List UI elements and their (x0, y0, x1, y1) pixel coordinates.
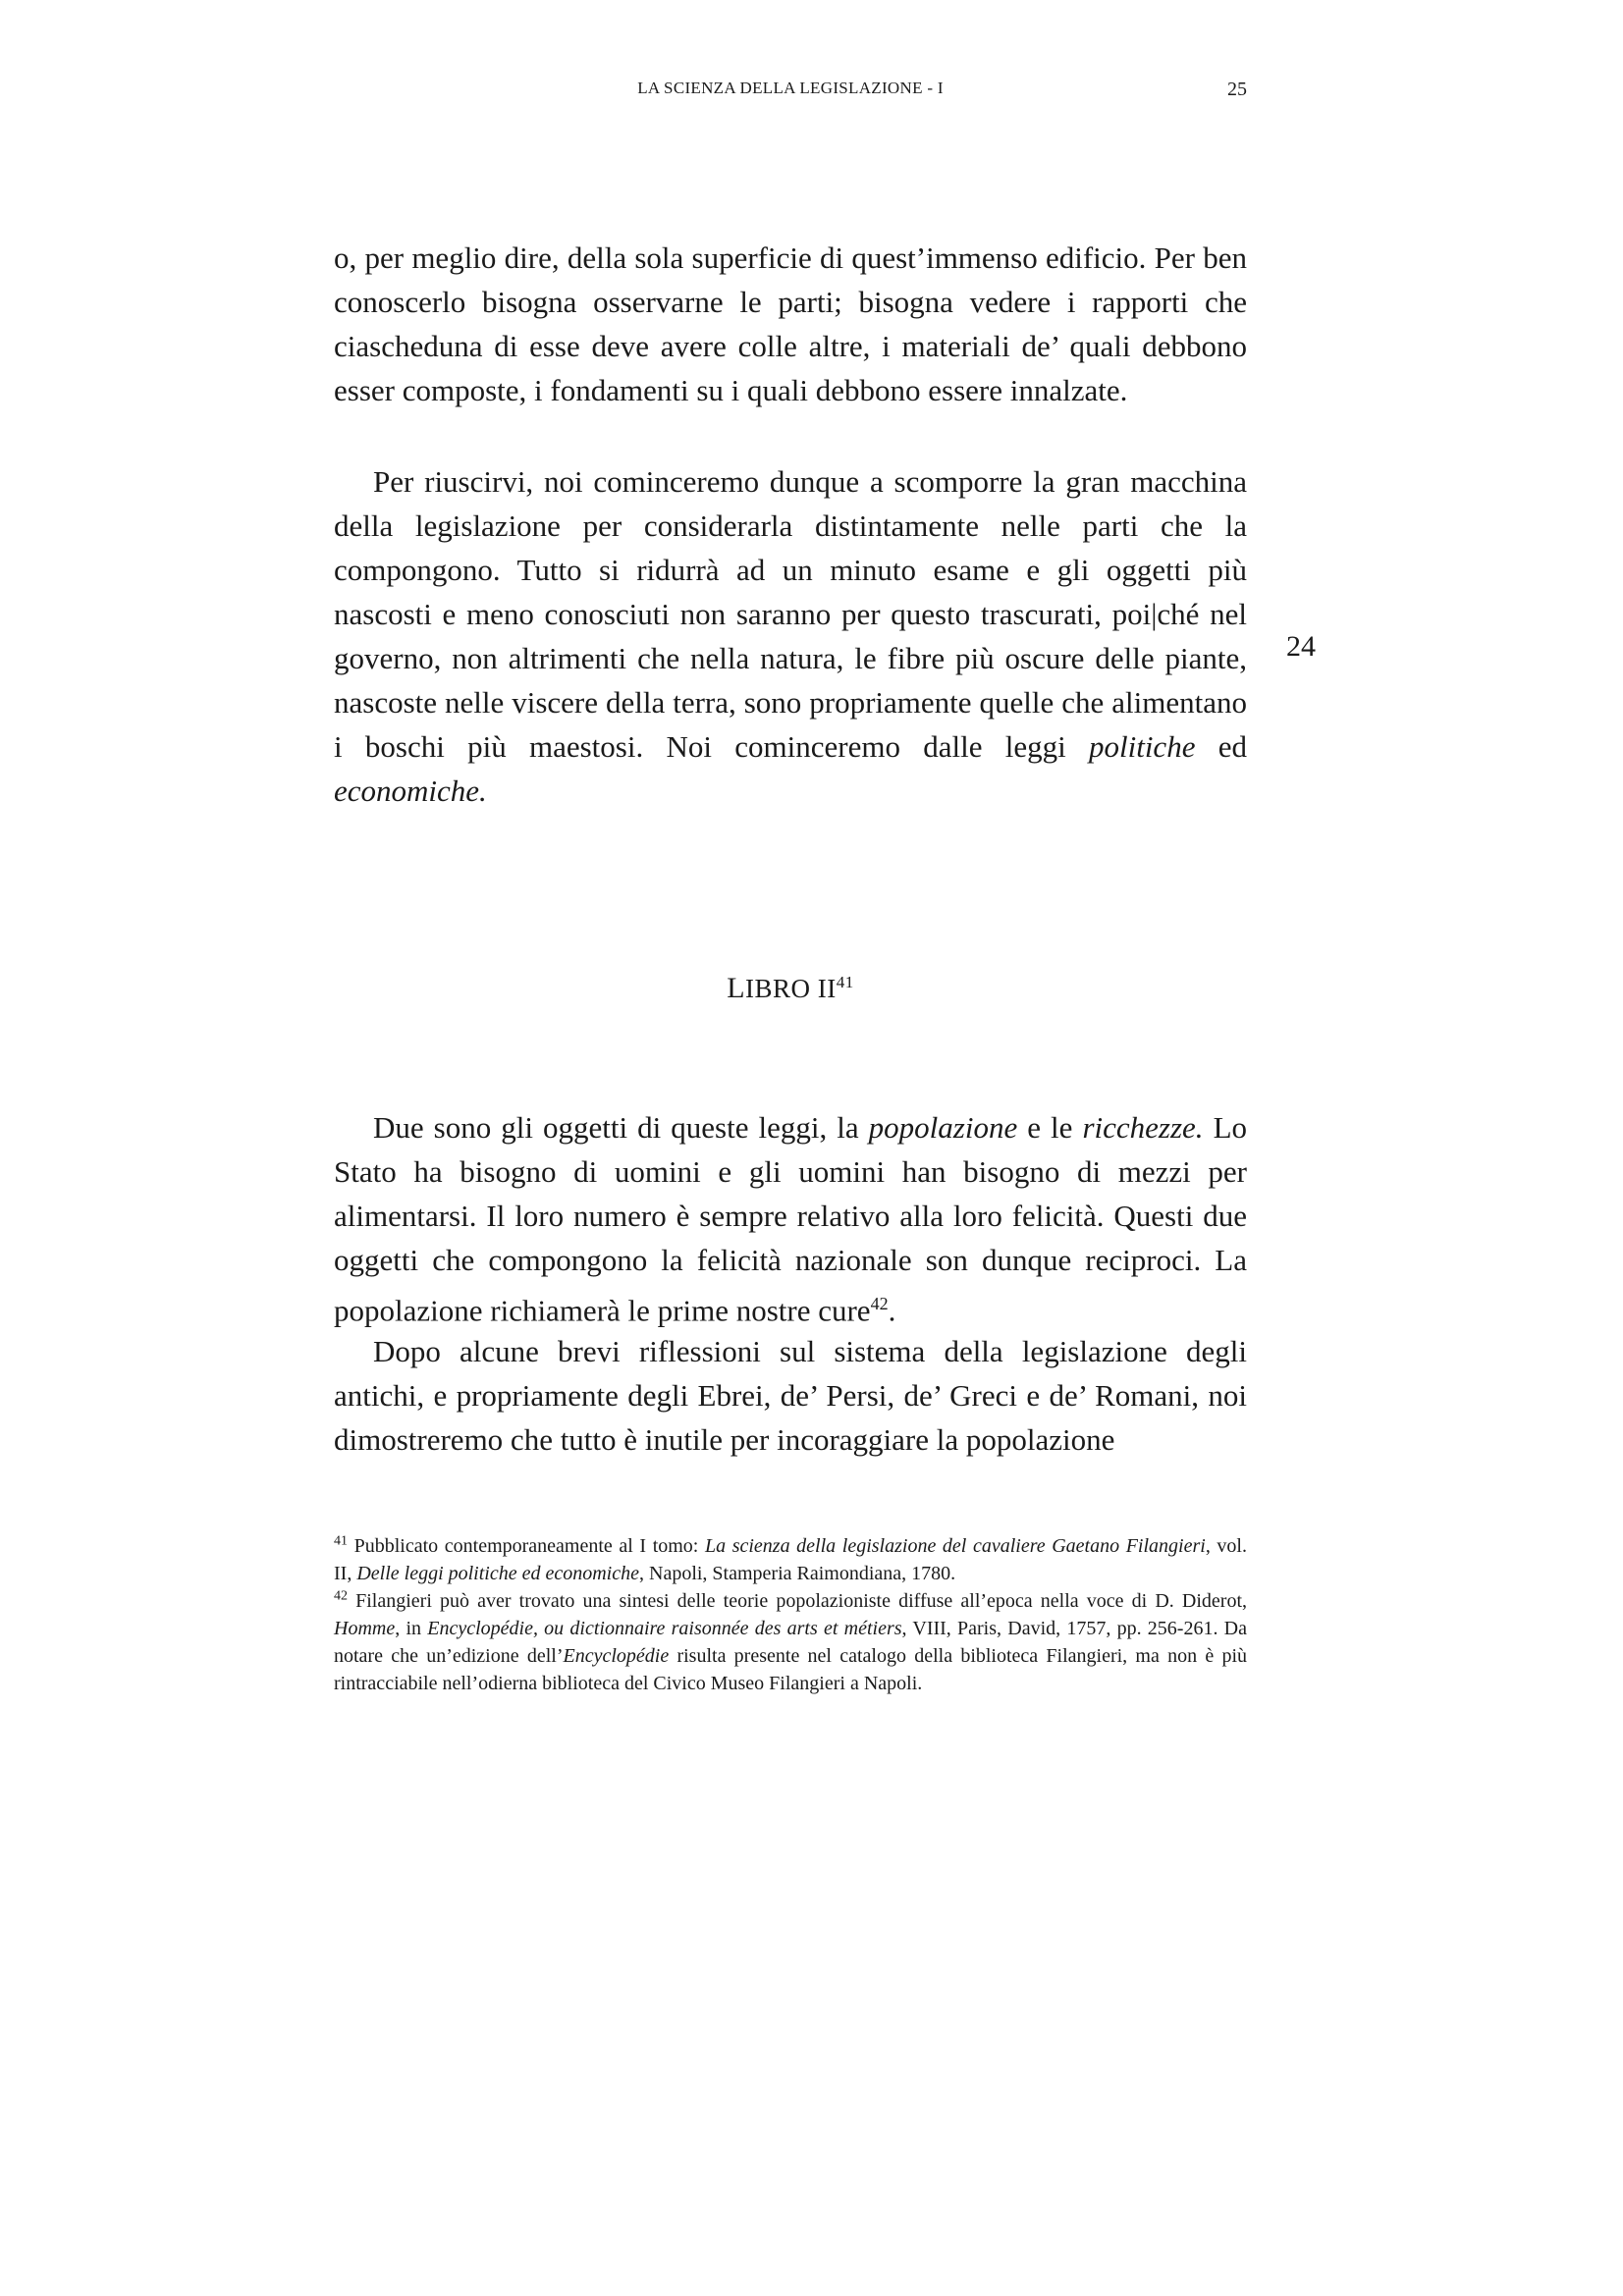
footnote-ref-41[interactable]: 41 (836, 973, 854, 991)
paragraph-3-text (334, 1105, 1247, 1332)
paragraph-2-part-b: ed (1195, 729, 1247, 764)
footnote-42-encyclopedie: Encyclopédie (563, 1645, 670, 1667)
footnote-41-part-b: , vol. II, (334, 1535, 1247, 1584)
paragraph-2-text (334, 459, 1247, 813)
page-number: 25 (1227, 79, 1247, 100)
footnote-42-part-b: , in (395, 1618, 428, 1639)
footnote-41-part-c: , Napoli, Stamperia Raimondiana, 1780. (639, 1563, 956, 1584)
section-heading-rest: IBRO II (745, 974, 837, 1003)
footnote-42-part-c: , VIII, Paris, David, 1757, pp. 256-261. Da notare che un’edizione dell’ (334, 1618, 1248, 1667)
section-heading (334, 972, 1247, 1005)
paragraph-2-part-a: Per riuscirvi, noi cominceremo dunque a scomporre la gran macchina della legislazione per considerarla distintamente nelle parti che la compongono. Tutto si ridurrà ad un minuto esame e gli oggetti più nascosti e meno conosciuti non saranno per questo trascurati, poi|ché nel governo, non altrimenti che nella natura, le fibre più oscure delle piante, nascoste nelle viscere della terra, sono propriamente quelle che alimentano i boschi più maestosi. Noi cominceremo dalle leggi (334, 464, 1247, 764)
margin-page-reference: 24 (1286, 630, 1316, 663)
footnote-42-entry-title: Homme (334, 1618, 396, 1639)
paragraph-4 (334, 1329, 1247, 1462)
paragraph-3-part-a: Due sono gli oggetti di queste leggi, la (373, 1110, 869, 1145)
paragraph-4-text: Dopo alcune brevi riflessioni sul sistema della legislazione degli antichi, e propriamente degli Ebrei, de’ Persi, de’ Greci e de’ Romani, noi dimostreremo che tutto è inutile per incoraggiare la popolazione (334, 1334, 1247, 1457)
paragraph-1-text: o, per meglio dire, della sola superficie di quest’immenso edificio. Per ben conoscerlo bisogna osservarne le parti; bisogna vedere i rapporti che ciascheduna di esse deve avere colle altre, i materiali de’ quali debbono esser composte, i fondamenti su i quali debbono essere innalzate. (334, 240, 1247, 407)
paragraph-3-emphasis-ricchezze: ricchezze. (1082, 1110, 1204, 1145)
section-heading-initial: L (727, 972, 746, 1004)
footnote-41-volume-title: Delle leggi politiche ed economiche (356, 1563, 639, 1584)
paragraph-3-part-c: Lo Stato ha bisogno di uomini e gli uomini han bisogno di mezzi per alimentarsi. Il loro numero è sempre relativo alla loro felicità. Questi due oggetti che compongono la felicità nazionale son dunque reciproci. La popolazione richiamerà le prime nostre cure (334, 1110, 1248, 1328)
paragraph-3 (334, 1105, 1247, 1332)
footnote-42-number: 42 (334, 1588, 348, 1604)
footnote-41-part-a: Pubblicato contemporaneamente al I tomo: (348, 1535, 705, 1557)
paragraph-1 (334, 236, 1247, 412)
footnote-41-title: La scienza della legislazione del cavaliere Gaetano Filangieri (704, 1535, 1206, 1557)
footnote-42 (334, 1587, 1247, 1697)
paragraph-3-emphasis-popolazione: popolazione (868, 1110, 1018, 1145)
footnote-ref-42[interactable]: 42 (870, 1294, 889, 1313)
footnote-41 (334, 1532, 1247, 1587)
footnote-42-part-a: Filangieri può aver trovato una sintesi delle teorie popolazioniste diffuse all’epoca nella voce di D. Diderot, (348, 1590, 1247, 1612)
paragraph-2-emphasis-politiche: politiche (1088, 729, 1196, 764)
paragraph-3-end: . (888, 1293, 896, 1328)
running-head (334, 79, 1247, 108)
footnotes (334, 1532, 1247, 1697)
footnote-42-work-title: Encyclopédie, ou dictionnaire raisonnée des arts et métiers (427, 1618, 902, 1639)
paragraph-3-part-b: e le (1017, 1110, 1083, 1145)
paragraph-2 (334, 459, 1247, 813)
paragraph-2-emphasis-economiche: economiche. (334, 774, 487, 808)
running-title: LA SCIENZA DELLA LEGISLAZIONE - I (637, 79, 944, 97)
footnote-41-number: 41 (334, 1533, 348, 1549)
footnote-42-part-d: risulta presente nel catalogo della biblioteca Filangieri, ma non è più rintracciabile nell’odierna biblioteca del Civico Museo Filangieri a Napoli. (334, 1645, 1248, 1694)
